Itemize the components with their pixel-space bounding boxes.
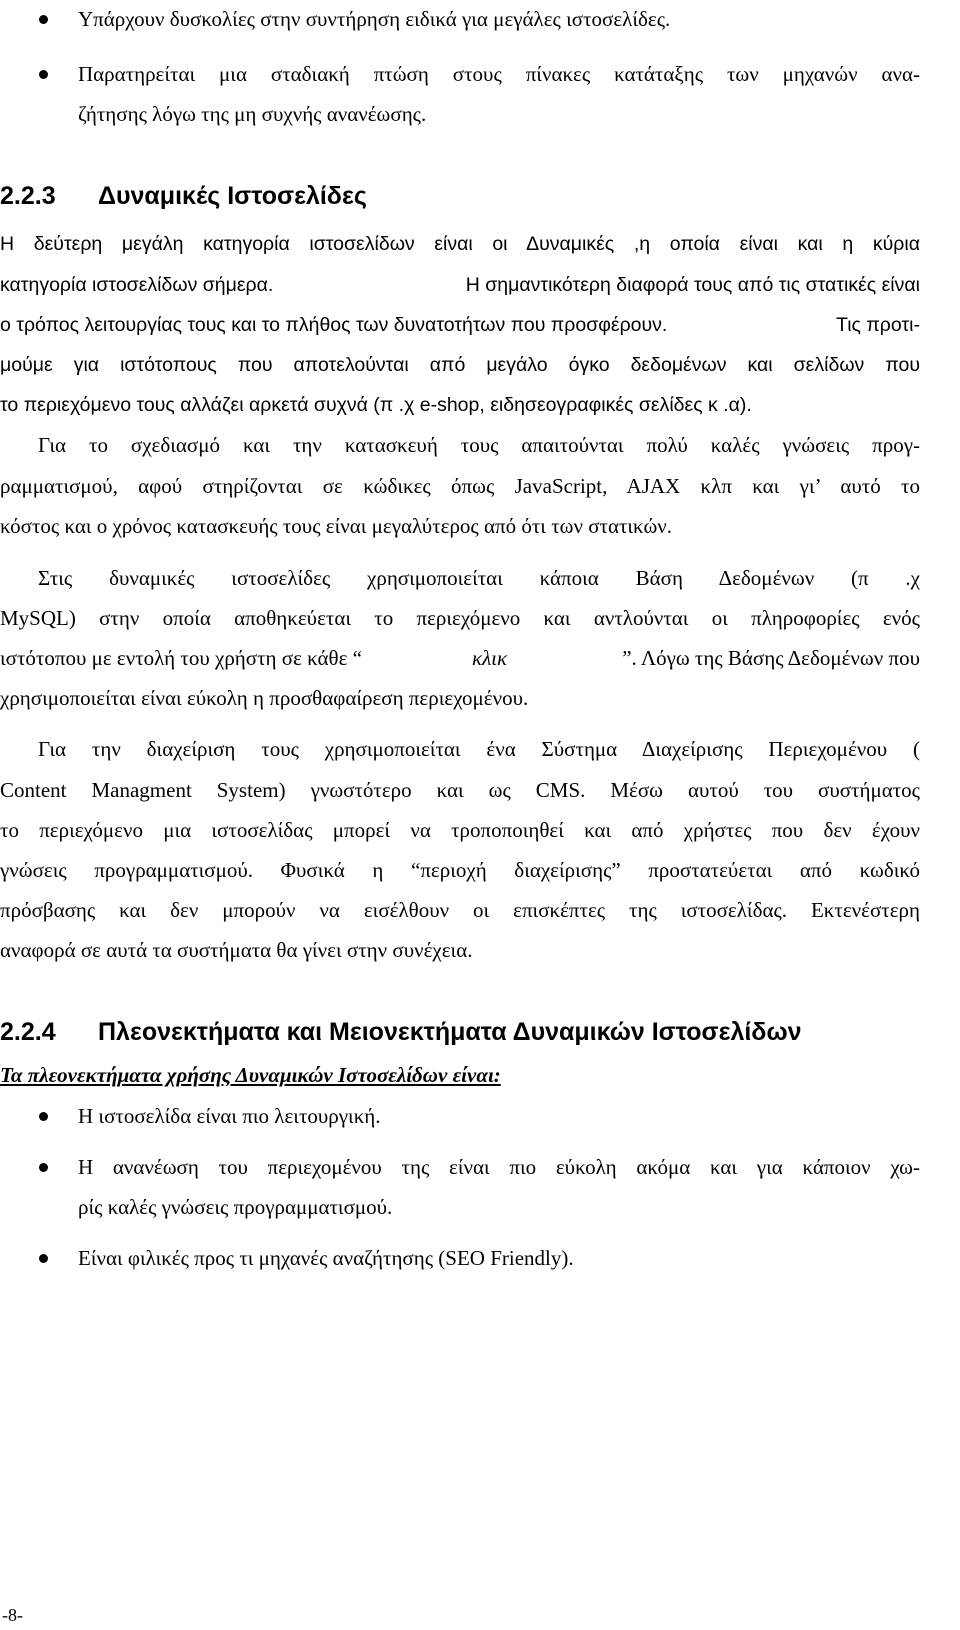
paragraph-line-part: ο τρόπος λειτουργίας τους και το πλήθος των δυνατοτήτων που προσφέρουν. (0, 314, 668, 336)
paragraph-line: το περιεχόμενο τους αλλάζει αρκετά συχνά (π .χ e-shop, ειδησεογραφικές σελίδες κ .α). (0, 394, 752, 416)
paragraph-line: Content Managment System) γνωστότερο και ως CMS. Μέσω αυτού του συστήματος (0, 778, 920, 802)
paragraph-line: ραμματισμού, αφού στηρίζονται σε κώδικες όπως JavaScript, AJAX κλπ και γι’ αυτό το (0, 474, 920, 498)
bullet-icon (39, 1112, 48, 1121)
subheading (0, 1062, 501, 1088)
section-title: Πλεονεκτήματα και Μειονεκτήματα Δυναμικών Ιστοσελίδων (98, 1018, 802, 1046)
paragraph-line-part: ιστότοπου με εντολή του χρήστη σε κάθε “ (0, 646, 363, 670)
paragraph-line: MySQL) στην οποία αποθηκεύεται το περιεχόμενο και αντλούνται οι πληροφορίες ενός (0, 606, 920, 630)
paragraph-line-part: Τις προτι- (836, 314, 920, 336)
paragraph-line: χρησιμοποιείται είναι εύκολη η προσθαφαίρεση περιεχομένου. (0, 686, 529, 710)
section-heading-2-2-4 (0, 1017, 802, 1047)
page-number: -8- (2, 1605, 23, 1625)
paragraph-line-part: ”. Λόγω της Βάσης Δεδομένων που (622, 646, 920, 670)
paragraph-line: πρόσβασης και δεν μπορούν να εισέλθουν οι επισκέπτες της ιστοσελίδας. Εκτενέστερη (0, 898, 920, 922)
section-number: 2.2.3 (0, 182, 56, 210)
paragraph-line: μούμε για ιστότοπους που αποτελούνται από μεγάλο όγκο δεδομένων και σελίδων που (0, 354, 920, 376)
bullet-text: Η ιστοσελίδα είναι πιο λειτουργική. (78, 1104, 381, 1128)
emphasis-text: κλικ (472, 646, 508, 670)
paragraph-line: το περιεχόμενο μια ιστοσελίδας μπορεί να τροποποιηθεί και από χρήστες που δεν έχουν (0, 818, 920, 842)
paragraph-line-part: κατηγορία ιστοσελίδων σήμερα. (0, 274, 274, 296)
bullet-icon (39, 1163, 48, 1172)
paragraph-line: Για την διαχείριση τους χρησιμοποιείται ένα Σύστημα Διαχείρισης Περιεχομένου ( (38, 737, 920, 761)
bullet-text: ρίς καλές γνώσεις προγραμματισμού. (78, 1195, 393, 1219)
bullet-icon (39, 1254, 48, 1263)
bullet-text: Υπάρχουν δυσκολίες στην συντήρηση ειδικά για μεγάλες ιστοσελίδες. (78, 7, 671, 31)
paragraph-line (0, 312, 920, 338)
section-number: 2.2.4 (0, 1018, 56, 1046)
section-title: Δυναμικές Ιστοσελίδες (98, 182, 367, 210)
paragraph-line-part: Η σημαντικότερη διαφορά τους από τις στατικές είναι (465, 274, 920, 296)
paragraph-line (0, 272, 920, 298)
bullet-icon (39, 15, 48, 24)
paragraph-line: Για το σχεδιασμό και την κατασκευή τους απαιτούνται πολύ καλές γνώσεις προγ- (38, 433, 920, 457)
bullet-text: Η ανανέωση του περιεχομένου της είναι πιο εύκολη ακόμα και για κάποιον χω- (78, 1155, 920, 1179)
bullet-icon (39, 70, 48, 79)
paragraph-line: κόστος και ο χρόνος κατασκευής τους είναι μεγαλύτερος από ότι των στατικών. (0, 514, 673, 538)
paragraph-line: Η δεύτερη μεγάλη κατηγορία ιστοσελίδων είναι οι Δυναμικές ,η οποία είναι και η κύρια (0, 233, 920, 255)
bullet-text: ζήτησης λόγω της μη συχνής ανανέωσης. (78, 102, 427, 126)
paragraph-line (0, 645, 920, 671)
bullet-text: Είναι φιλικές προς τι μηχανές αναζήτησης (SEO Friendly). (78, 1246, 574, 1270)
subheading-text: Τα πλεονεκτήματα χρήσης Δυναμικών Ιστοσελίδων είναι: (0, 1063, 501, 1087)
section-heading-2-2-3 (0, 181, 367, 211)
bullet-text: Παρατηρείται μια σταδιακή πτώση στους πίνακες κατάταξης των μηχανών ανα- (78, 62, 920, 86)
paragraph-line: γνώσεις προγραμματισμού. Φυσικά η “περιοχή διαχείρισης” προστατεύεται από κωδικό (0, 858, 920, 882)
paragraph-line: αναφορά σε αυτά τα συστήματα θα γίνει στην συνέχεια. (0, 938, 473, 962)
paragraph-line: Στις δυναμικές ιστοσελίδες χρησιμοποιείται κάποια Βάση Δεδομένων (π .χ (38, 566, 920, 590)
